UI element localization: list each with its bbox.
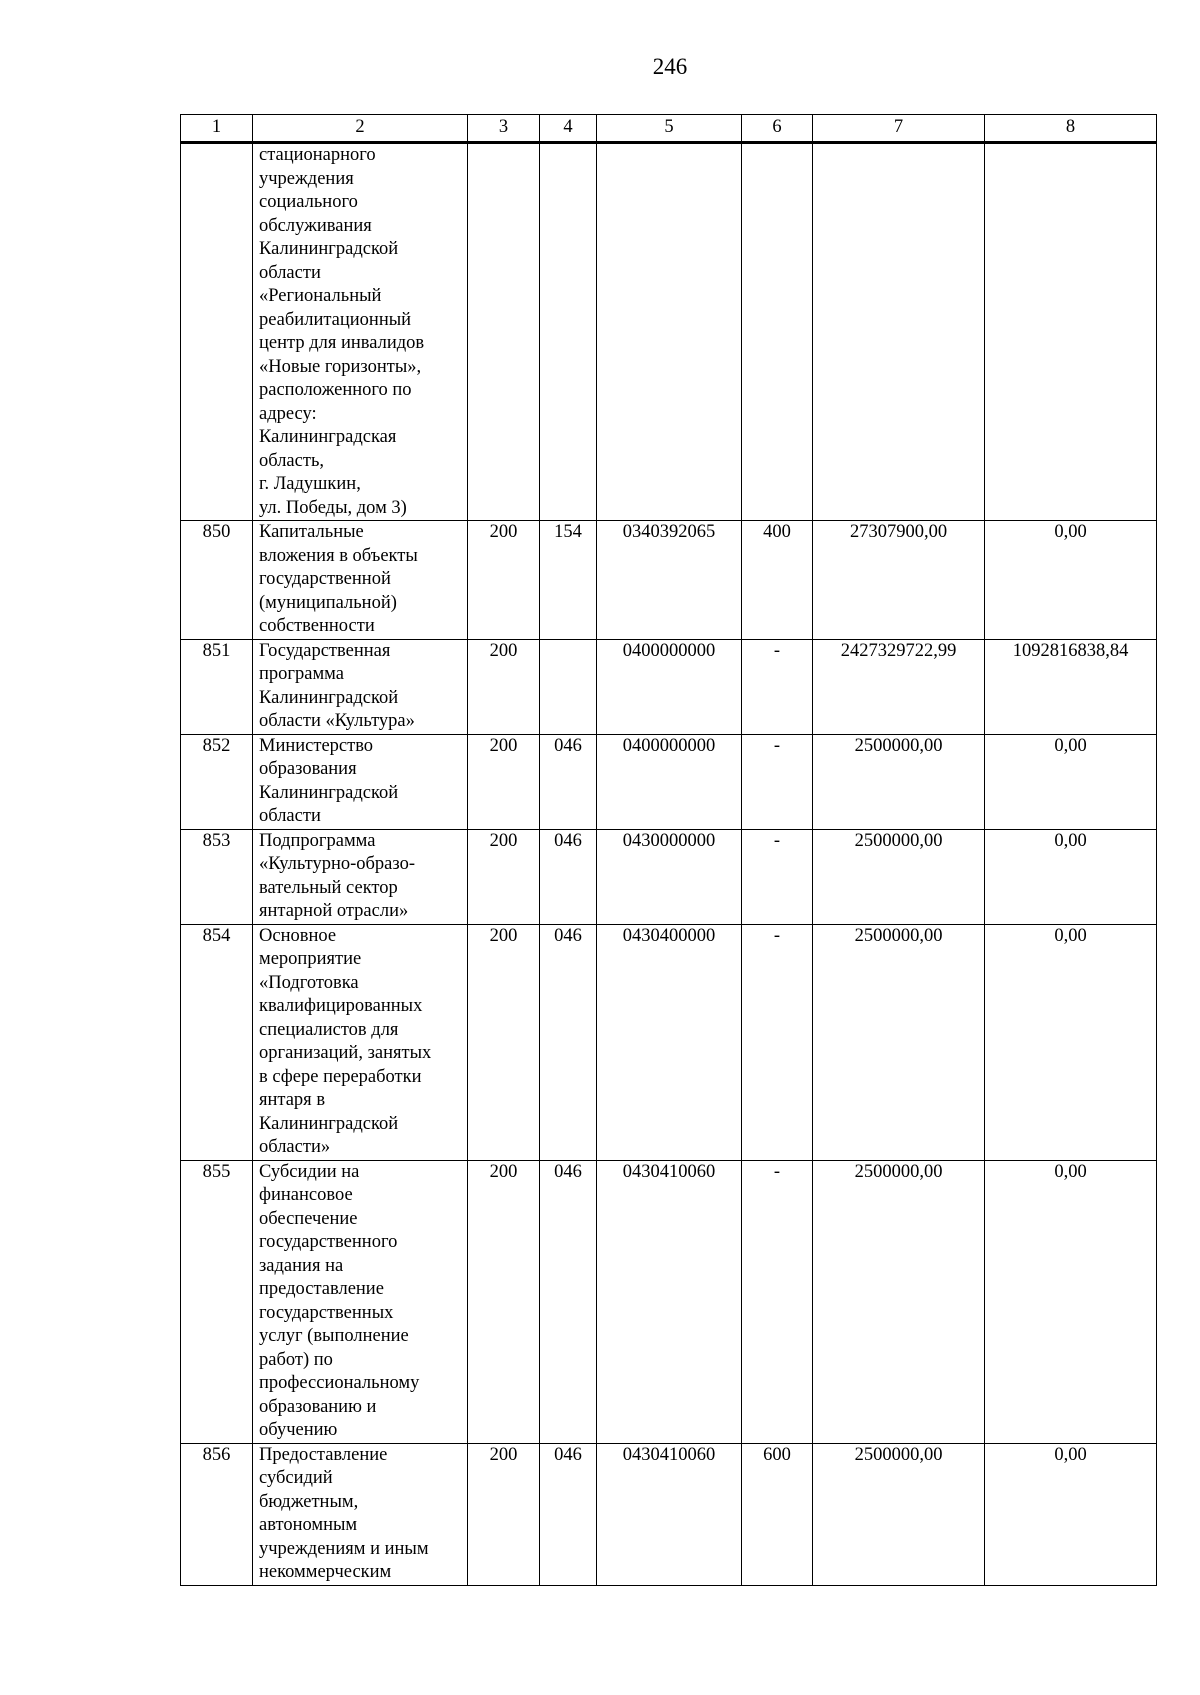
code-cell: 200 <box>468 734 540 829</box>
section-code-cell <box>540 143 597 521</box>
section-code-cell: 046 <box>540 924 597 1160</box>
table-header <box>181 115 1157 143</box>
table-body <box>181 143 1157 1586</box>
section-code-cell: 046 <box>540 829 597 924</box>
code-cell: 200 <box>468 1443 540 1585</box>
item-name-cell: Министерство образования Калининградской области <box>253 734 468 829</box>
item-name-cell: Государственная программа Калининградской области «Культура» <box>253 639 468 734</box>
column-header-8: 8 <box>985 115 1157 143</box>
expense-type-cell: 600 <box>742 1443 813 1585</box>
target-code-cell <box>597 143 742 521</box>
code-cell: 200 <box>468 924 540 1160</box>
expense-type-cell: - <box>742 924 813 1160</box>
section-code-cell <box>540 639 597 734</box>
row-number-cell: 854 <box>181 924 253 1160</box>
target-code-cell: 0430410060 <box>597 1443 742 1585</box>
code-cell: 200 <box>468 639 540 734</box>
table-row <box>181 521 1157 640</box>
amount-cell <box>813 143 985 521</box>
target-code-cell: 0340392065 <box>597 521 742 640</box>
expense-type-cell: 400 <box>742 521 813 640</box>
code-cell: 200 <box>468 521 540 640</box>
amount-secondary-cell: 0,00 <box>985 1443 1157 1585</box>
target-code-cell: 0430410060 <box>597 1160 742 1443</box>
row-number-cell: 853 <box>181 829 253 924</box>
expense-type-cell: - <box>742 734 813 829</box>
row-number-cell <box>181 143 253 521</box>
amount-secondary-cell: 0,00 <box>985 1160 1157 1443</box>
section-code-cell: 154 <box>540 521 597 640</box>
amount-secondary-cell: 0,00 <box>985 924 1157 1160</box>
amount-cell: 27307900,00 <box>813 521 985 640</box>
item-name-cell: Подпрограмма «Культурно-образо- вательный сектор янтарной отрасли» <box>253 829 468 924</box>
column-header-1: 1 <box>181 115 253 143</box>
row-number-cell: 856 <box>181 1443 253 1585</box>
target-code-cell: 0430400000 <box>597 924 742 1160</box>
table-row <box>181 1443 1157 1585</box>
row-number-cell: 850 <box>181 521 253 640</box>
item-name-cell: Субсидии на финансовое обеспечение государственного задания на предоставление государственных услуг (выполнение работ) по профессиональному образованию и обучению <box>253 1160 468 1443</box>
item-name-cell: Основное мероприятие «Подготовка квалифицированных специалистов для организаций, занятых в сфере переработки янтаря в Калининградской области» <box>253 924 468 1160</box>
column-header-6: 6 <box>742 115 813 143</box>
section-code-cell: 046 <box>540 734 597 829</box>
header-row <box>181 115 1157 143</box>
amount-cell: 2427329722,99 <box>813 639 985 734</box>
row-number-cell: 851 <box>181 639 253 734</box>
item-name-cell: стационарного учреждения социального обслуживания Калининградской области «Региональный реабилитационный центр для инвалидов «Новые горизонты», расположенного по адресу: Калининградская область, г. Ладушкин, ул. Победы, дом 3) <box>253 143 468 521</box>
section-code-cell: 046 <box>540 1160 597 1443</box>
budget-table <box>180 114 1157 1586</box>
amount-cell: 2500000,00 <box>813 1160 985 1443</box>
amount-cell: 2500000,00 <box>813 829 985 924</box>
table-row <box>181 829 1157 924</box>
amount-cell: 2500000,00 <box>813 734 985 829</box>
amount-secondary-cell: 0,00 <box>985 521 1157 640</box>
column-header-3: 3 <box>468 115 540 143</box>
column-header-2: 2 <box>253 115 468 143</box>
column-header-5: 5 <box>597 115 742 143</box>
target-code-cell: 0400000000 <box>597 734 742 829</box>
table-row <box>181 924 1157 1160</box>
row-number-cell: 855 <box>181 1160 253 1443</box>
amount-secondary-cell: 0,00 <box>985 734 1157 829</box>
amount-cell: 2500000,00 <box>813 1443 985 1585</box>
code-cell: 200 <box>468 1160 540 1443</box>
row-number-cell: 852 <box>181 734 253 829</box>
item-name-cell: Капитальные вложения в объекты государственной (муниципальной) собственности <box>253 521 468 640</box>
code-cell: 200 <box>468 829 540 924</box>
section-code-cell: 046 <box>540 1443 597 1585</box>
target-code-cell: 0400000000 <box>597 639 742 734</box>
expense-type-cell <box>742 143 813 521</box>
expense-type-cell: - <box>742 1160 813 1443</box>
amount-secondary-cell: 0,00 <box>985 829 1157 924</box>
expense-type-cell: - <box>742 829 813 924</box>
amount-secondary-cell: 1092816838,84 <box>985 639 1157 734</box>
page-number: 246 <box>652 54 688 79</box>
target-code-cell: 0430000000 <box>597 829 742 924</box>
column-header-4: 4 <box>540 115 597 143</box>
code-cell <box>468 143 540 521</box>
expense-type-cell: - <box>742 639 813 734</box>
amount-secondary-cell <box>985 143 1157 521</box>
table-row <box>181 734 1157 829</box>
table-row <box>181 639 1157 734</box>
column-header-7: 7 <box>813 115 985 143</box>
amount-cell: 2500000,00 <box>813 924 985 1160</box>
table-row <box>181 1160 1157 1443</box>
item-name-cell: Предоставление субсидий бюджетным, автономным учреждениям и иным некоммерческим <box>253 1443 468 1585</box>
table-row <box>181 143 1157 521</box>
